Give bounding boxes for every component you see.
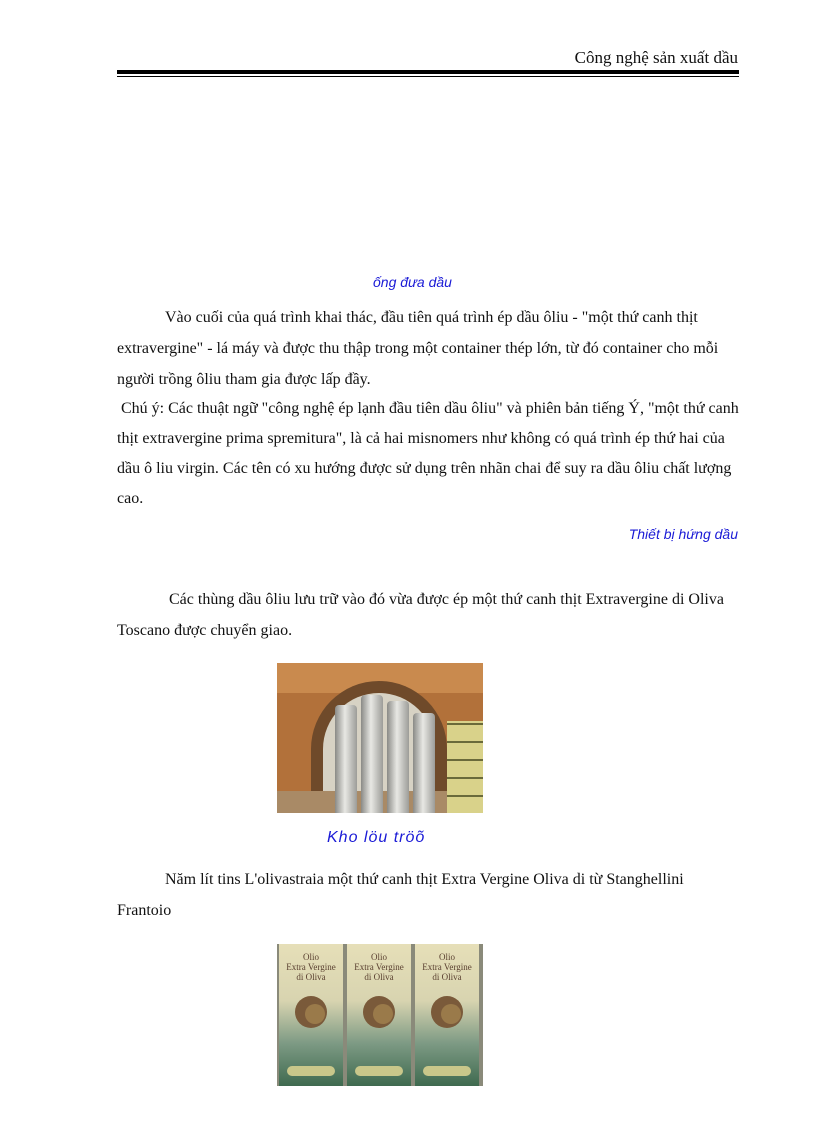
olive-icon [305, 1004, 325, 1024]
olive-icon [441, 1004, 461, 1024]
paragraph-3-text: Các thùng dầu ôliu lưu trữ vào đó vừa được ép một thứ canh thịt Extravergine di Oliva Toscano được chuyển giao. [117, 591, 724, 639]
caption-pipe: ống đưa dầu [373, 274, 452, 290]
steel-tank [335, 705, 357, 813]
paragraph-1-text: Vào cuối của quá trình khai thác, đầu tiên quá trình ép dầu ôliu - "một thứ canh thịt extravergine" - lá máy và được thu thập trong một container thép lớn, từ đó container cho mỗi người trồng ôliu tham gia được lấp đầy. [117, 309, 719, 388]
caption-receiver: Thiết bị hứng dầu [628, 526, 738, 542]
can-label [279, 952, 343, 982]
can-signature [355, 1066, 403, 1076]
steel-tank [387, 701, 409, 813]
paragraph-4 [117, 864, 741, 926]
can-label-line3: di Oliva [432, 972, 462, 982]
can-label-line2: Extra Vergine [354, 962, 404, 972]
header-rule [117, 70, 739, 74]
can-signature [423, 1066, 471, 1076]
paragraph-3 [117, 584, 741, 646]
header-title: Công nghệ sản xuất dầu [574, 48, 738, 67]
steel-tank [413, 713, 435, 813]
olive-icon [373, 1004, 393, 1024]
olive-oil-can [279, 944, 343, 1086]
header-rule-thin [117, 76, 739, 77]
paragraph-2 [117, 394, 741, 514]
storage-shelf-lines [447, 721, 483, 813]
can-label-line1: Olio [302, 952, 319, 962]
olive-oil-can [415, 944, 479, 1086]
can-label [415, 952, 479, 982]
storage-photo [277, 663, 483, 813]
paragraph-4-text: Năm lít tins L'olivastraia một thứ canh thịt Extra Vergine Oliva di từ Stanghellini Frantoio [117, 871, 684, 919]
paragraph-2-text: Chú ý: Các thuật ngữ "công nghệ ép lạnh đầu tiên dầu ôliu" và phiên bản tiếng Ý, "một thứ canh thịt extravergine prima spremitura", là cả hai misnomers như không có quá trình ép thứ hai của dầu ô liu virgin. Các tên có xu hướng được sử dụng trên nhãn chai để suy ra dầu ôliu chất lượng cao. [117, 400, 739, 507]
can-signature [287, 1066, 335, 1076]
can-label-line1: Olio [438, 952, 455, 962]
can-label [347, 952, 411, 982]
can-label-line2: Extra Vergine [422, 962, 472, 972]
olive-oil-can [347, 944, 411, 1086]
can-label-line1: Olio [370, 952, 387, 962]
can-label-line3: di Oliva [296, 972, 326, 982]
steel-tank [361, 695, 383, 813]
can-label-line3: di Oliva [364, 972, 394, 982]
can-label-line2: Extra Vergine [286, 962, 336, 972]
caption-storage: Kho löu tröõ [327, 829, 426, 846]
paragraph-1 [117, 302, 741, 395]
olive-oil-cans-photo [277, 944, 483, 1086]
